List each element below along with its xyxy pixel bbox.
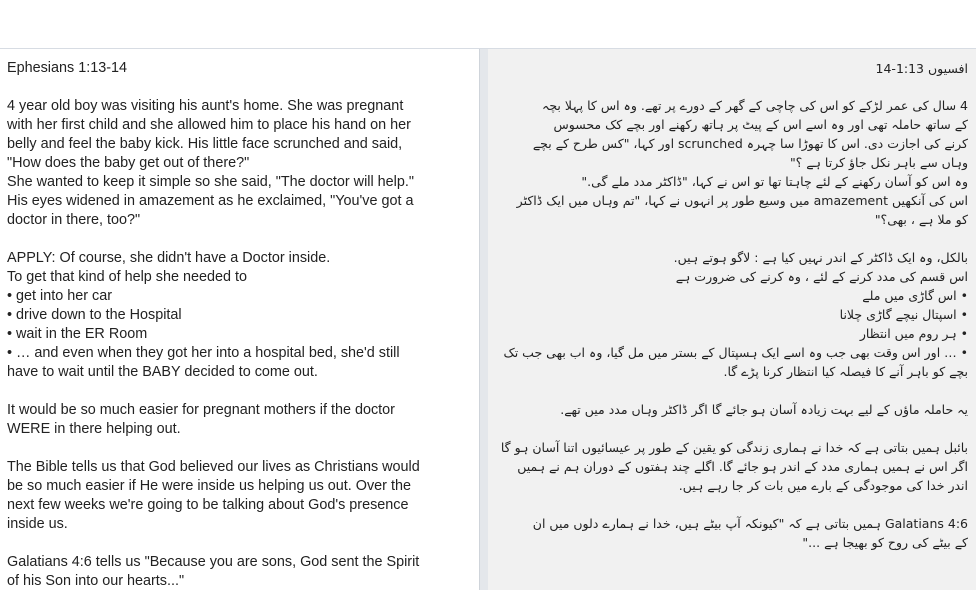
urdu-apply-line: اس قسم کی مدد کرنے کے لئے ، وہ کرنے کی ضرورت ہے	[675, 269, 968, 284]
english-easier-line: WERE in there helping out.	[7, 421, 181, 437]
urdu-apply-line: • اسپتال نیچے گاڑی چلانا	[839, 307, 968, 322]
paragraph-gap	[7, 382, 469, 401]
urdu-story-line: کے ساتھ حاملہ تھی اور وہ اسے اس کے پیٹ پر ہاتھ رکھنے اور بچے کک محسوس	[553, 117, 968, 132]
urdu-story-line: کو ملا ہے ، بھی؟"	[874, 212, 968, 227]
urdu-galatians-line: کے بیٹے کی روح کو بھیجا ہے ..."	[802, 535, 968, 550]
english-story-line: She wanted to keep it simple so she said, "The doctor will help."	[7, 174, 414, 190]
urdu-text	[498, 59, 968, 552]
english-apply-line: APPLY: Of course, she didn't have a Doctor inside.	[7, 250, 331, 266]
english-story-line: belly and feel the baby kick. His little face scrunched and said,	[7, 136, 403, 152]
urdu-easier-line: یہ حاملہ ماؤں کے لیے بہت زیادہ آسان ہو جائے گا اگر ڈاکٹر وہاں مدد میں تھے.	[560, 402, 968, 417]
pane-divider[interactable]	[480, 49, 488, 590]
urdu-story-line: اس کی آنکھیں amazement میں وسیع طور پر انہوں نے کہا، "تم وہاں میں ایک ڈاکٹر	[516, 193, 968, 208]
english-apply-line: • get into her car	[7, 288, 113, 304]
english-bible-line: next few weeks we're going to be talking about God's presence	[7, 497, 409, 513]
english-apply-line: To get that kind of help she needed to	[7, 269, 248, 285]
english-easier-line: It would be so much easier for pregnant mothers if the doctor	[7, 402, 395, 418]
paragraph-gap	[7, 439, 469, 458]
paragraph-gap	[7, 534, 469, 553]
urdu-apply-line: بچے کو باہر آنے کا فیصلہ کیا انتظار کرنا پڑے گا.	[723, 364, 968, 379]
english-bible-line: The Bible tells us that God believed our lives as Christians would	[7, 459, 420, 475]
urdu-bible-line: اگر اس نے ہمیں ہماری مدد کے اندر ہو جائے گا. اگلے چند ہفتوں کے دوران ہم نے ہمیں	[517, 459, 968, 474]
paragraph-gap	[498, 229, 968, 248]
english-apply-line: • drive down to the Hospital	[7, 307, 182, 323]
urdu-story-line: 4 سال کی عمر لڑکے کو اس کی چاچی کے گھر کے دورے پر تھے. وہ اس کا پہلا بچہ	[542, 98, 968, 113]
english-story-line: 4 year old boy was visiting his aunt's home. She was pregnant	[7, 98, 404, 114]
urdu-story-line: وہ اس کو آسان رکھنے کے لئے چاہتا تھا تو اس نے کہا، "ڈاکٹر مدد ملے گی."	[581, 174, 968, 189]
english-story-line: with her first child and she allowed him to place his hand on her	[7, 117, 411, 133]
english-bible-line: inside us.	[7, 516, 68, 532]
english-story-line: His eyes widened in amazement as he exclaimed, "You've got a	[7, 193, 414, 209]
urdu-galatians-line: Galatians 4:6 ہمیں بتاتی ہے کہ "کیونکہ آپ بیٹے ہیں، خدا نے ہمارے دلوں میں ان	[532, 516, 968, 531]
urdu-apply-line: • ہر روم میں انتظار	[859, 326, 968, 341]
urdu-text-pane[interactable]	[488, 49, 976, 590]
english-galatians-line: Galatians 4:6 tells us "Because you are sons, God sent the Spirit	[7, 554, 420, 570]
english-text	[7, 59, 469, 590]
english-apply-line: • … and even when they got her into a hospital bed, she'd still	[7, 345, 400, 361]
english-story-line: "How does the baby get out of there?"	[7, 155, 250, 171]
urdu-story-line: وہاں سے باہر نکل جاؤ کرتا ہے ؟"	[789, 155, 968, 170]
english-story-line: doctor in there, too?"	[7, 212, 141, 228]
urdu-story-line: کرنے کی اجازت دی. اس کا تھوڑا سا چہرہ scrunched اور کہا، "کس طرح کے بچے	[532, 136, 968, 151]
urdu-apply-line: بالکل، وہ ایک ڈاکٹر کے اندر نہیں کیا ہے : لاگو ہوتے ہیں.	[673, 250, 968, 265]
english-bible-line: be so much easier if He were inside us helping us out. Over the	[7, 478, 411, 494]
english-galatians-line: of his Son into our hearts..."	[7, 573, 185, 589]
english-apply-line: • wait in the ER Room	[7, 326, 148, 342]
urdu-bible-line: بائبل ہمیں بتاتی ہے کہ خدا نے ہماری زندگی کو یقین کے طور پر عیسائیوں اتنا آسان ہو گا	[500, 440, 968, 455]
top-bar	[0, 0, 976, 49]
urdu-apply-line: • … اور اس وقت بھی جب وہ اسے ایک ہسپتال کے بستر میں مل گیا، وہ اب بھی جب تک	[503, 345, 968, 360]
paragraph-gap	[498, 381, 968, 400]
urdu-bible-line: اندر خدا کی موجودگی کے بارے میں بات کر جا رہے ہیں.	[678, 478, 968, 493]
english-reference: Ephesians 1:13-14	[7, 60, 128, 76]
english-apply-line: have to wait until the BABY decided to come out.	[7, 364, 318, 380]
english-text-pane[interactable]	[0, 49, 480, 590]
urdu-apply-line: • اس گاڑی میں ملے	[862, 288, 968, 303]
urdu-reference: افسیوں 1:13-14	[875, 61, 968, 76]
paragraph-gap	[498, 419, 968, 438]
paragraph-gap	[498, 495, 968, 514]
paragraph-gap	[7, 230, 469, 249]
